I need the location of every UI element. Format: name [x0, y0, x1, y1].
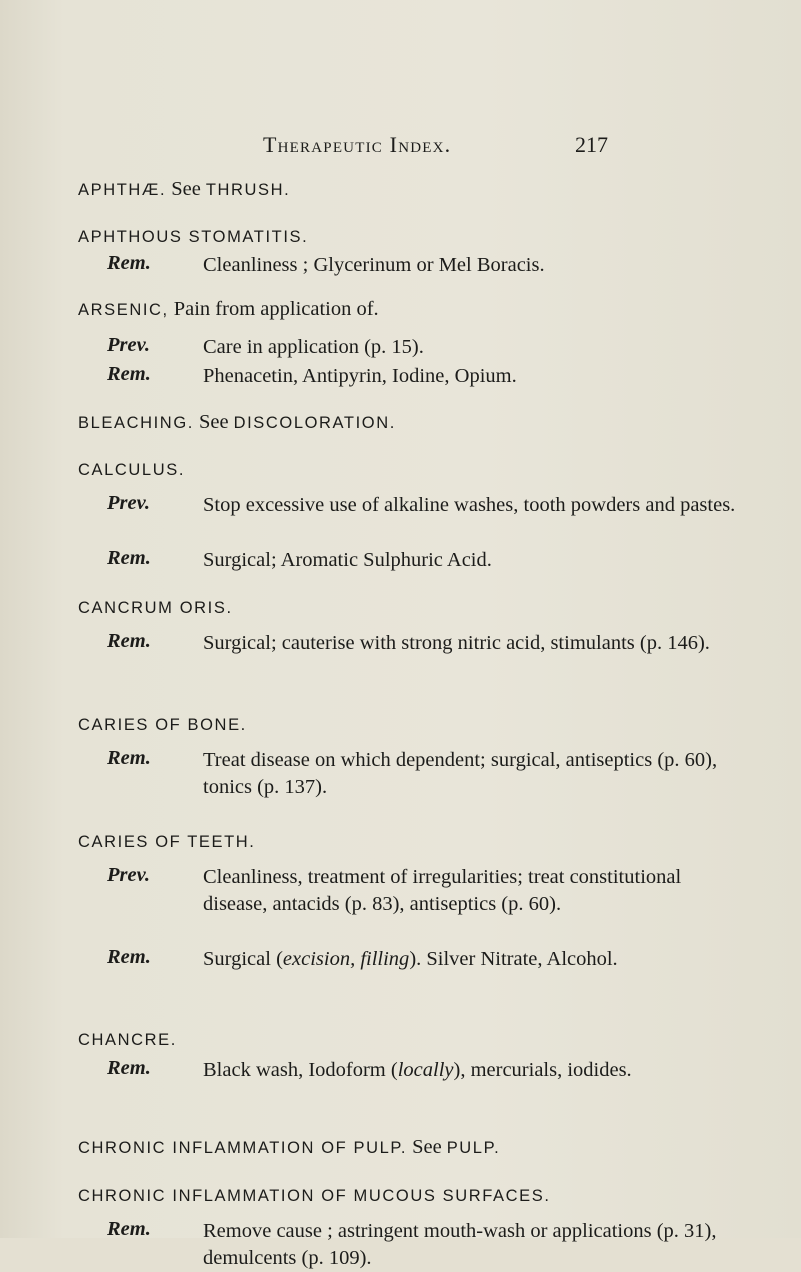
- entry-heading: [78, 1028, 177, 1051]
- remedy-label: Rem.: [107, 252, 151, 274]
- entry-heading-term: CHANCRE.: [78, 1031, 177, 1049]
- remedy-label: Rem.: [107, 630, 151, 652]
- see-reference: PULP.: [446, 1139, 501, 1157]
- entry-heading-term: CARIES OF BONE.: [78, 716, 247, 734]
- entry-heading-term: CALCULUS.: [78, 461, 186, 479]
- entry-heading-term: CHRONIC INFLAMMATION OF PULP.: [78, 1139, 408, 1157]
- remedy-text: Surgical; cauterise with strong nitric acid, stimulants (p. 146).: [203, 632, 710, 654]
- prevention-text: Stop excessive use of alkaline washes, tooth powders and pastes.: [203, 494, 736, 516]
- prevention-text: Cleanliness, treatment of irregularities; treat constitutional disease, antacids (p. 83), antiseptics (p. 60).: [203, 866, 682, 915]
- see-reference: THRUSH.: [205, 181, 291, 199]
- entry-heading: [78, 1136, 500, 1159]
- running-header: Therapeutic Index.: [263, 132, 452, 157]
- see-label: See: [198, 411, 229, 433]
- remedy-text-part: ). Silver Nitrate, Alcohol.: [409, 948, 618, 970]
- remedy-text: Surgical; Aromatic Sulphuric Acid.: [203, 549, 492, 571]
- remedy-label: Rem.: [107, 1057, 151, 1079]
- entry-heading: [78, 1184, 551, 1207]
- entry-heading-term: CHRONIC INFLAMMATION OF MUCOUS SURFACES.: [78, 1187, 551, 1205]
- page-number: 217: [575, 132, 608, 157]
- prevention-label: Prev.: [107, 492, 151, 514]
- entry-heading: [78, 713, 247, 736]
- see-label: See: [171, 178, 201, 200]
- remedy-text: [203, 946, 743, 973]
- remedy-label: Rem.: [107, 747, 151, 769]
- remedy-text-italic: excision, filling: [282, 948, 410, 970]
- remedy-label: Rem.: [107, 1218, 151, 1240]
- entry-heading: [78, 178, 290, 201]
- remedy-text: Treat disease on which dependent; surgical, antiseptics (p. 60), tonics (p. 137).: [203, 749, 718, 798]
- entry-heading-term: BLEACHING.: [78, 414, 194, 432]
- remedy-text: Remove cause ; astringent mouth-wash or applications (p. 31), demulcents (p. 109).: [203, 1220, 717, 1269]
- entry-heading: [78, 458, 185, 481]
- prevention-text: Care in application (p. 15).: [203, 336, 424, 358]
- entry-heading-term: APHTHÆ.: [78, 181, 167, 199]
- remedy-text-part: Surgical (: [203, 948, 283, 970]
- entry-heading: [78, 411, 396, 434]
- entry-heading-term: APHTHOUS STOMATITIS.: [78, 228, 309, 246]
- remedy-text: Cleanliness ; Glycerinum or Mel Boracis.: [203, 254, 545, 276]
- prevention-label: Prev.: [107, 864, 151, 886]
- see-reference: DISCOLORATION.: [233, 414, 396, 432]
- remedy-text-part: ), mercurials, iodides.: [453, 1059, 632, 1081]
- remedy-text: Phenacetin, Antipyrin, Iodine, Opium.: [203, 365, 517, 387]
- entry-heading: [78, 830, 255, 853]
- entry-heading: [78, 298, 379, 321]
- remedy-text-italic: locally: [397, 1059, 454, 1081]
- remedy-label: Rem.: [107, 547, 151, 569]
- entry-heading-term: CANCRUM ORIS.: [78, 599, 233, 617]
- entry-heading-term: CARIES OF TEETH.: [78, 833, 256, 851]
- entry-note: Pain from application of.: [173, 298, 379, 320]
- entry-heading-term: ARSENIC,: [78, 301, 169, 319]
- entry-heading: [78, 596, 233, 619]
- see-label: See: [412, 1136, 442, 1158]
- prevention-label: Prev.: [107, 334, 151, 356]
- remedy-label: Rem.: [107, 363, 151, 385]
- remedy-text: [203, 1057, 743, 1084]
- remedy-text-part: Black wash, Iodoform (: [203, 1059, 398, 1081]
- entry-heading: [78, 225, 308, 248]
- remedy-label: Rem.: [107, 946, 151, 968]
